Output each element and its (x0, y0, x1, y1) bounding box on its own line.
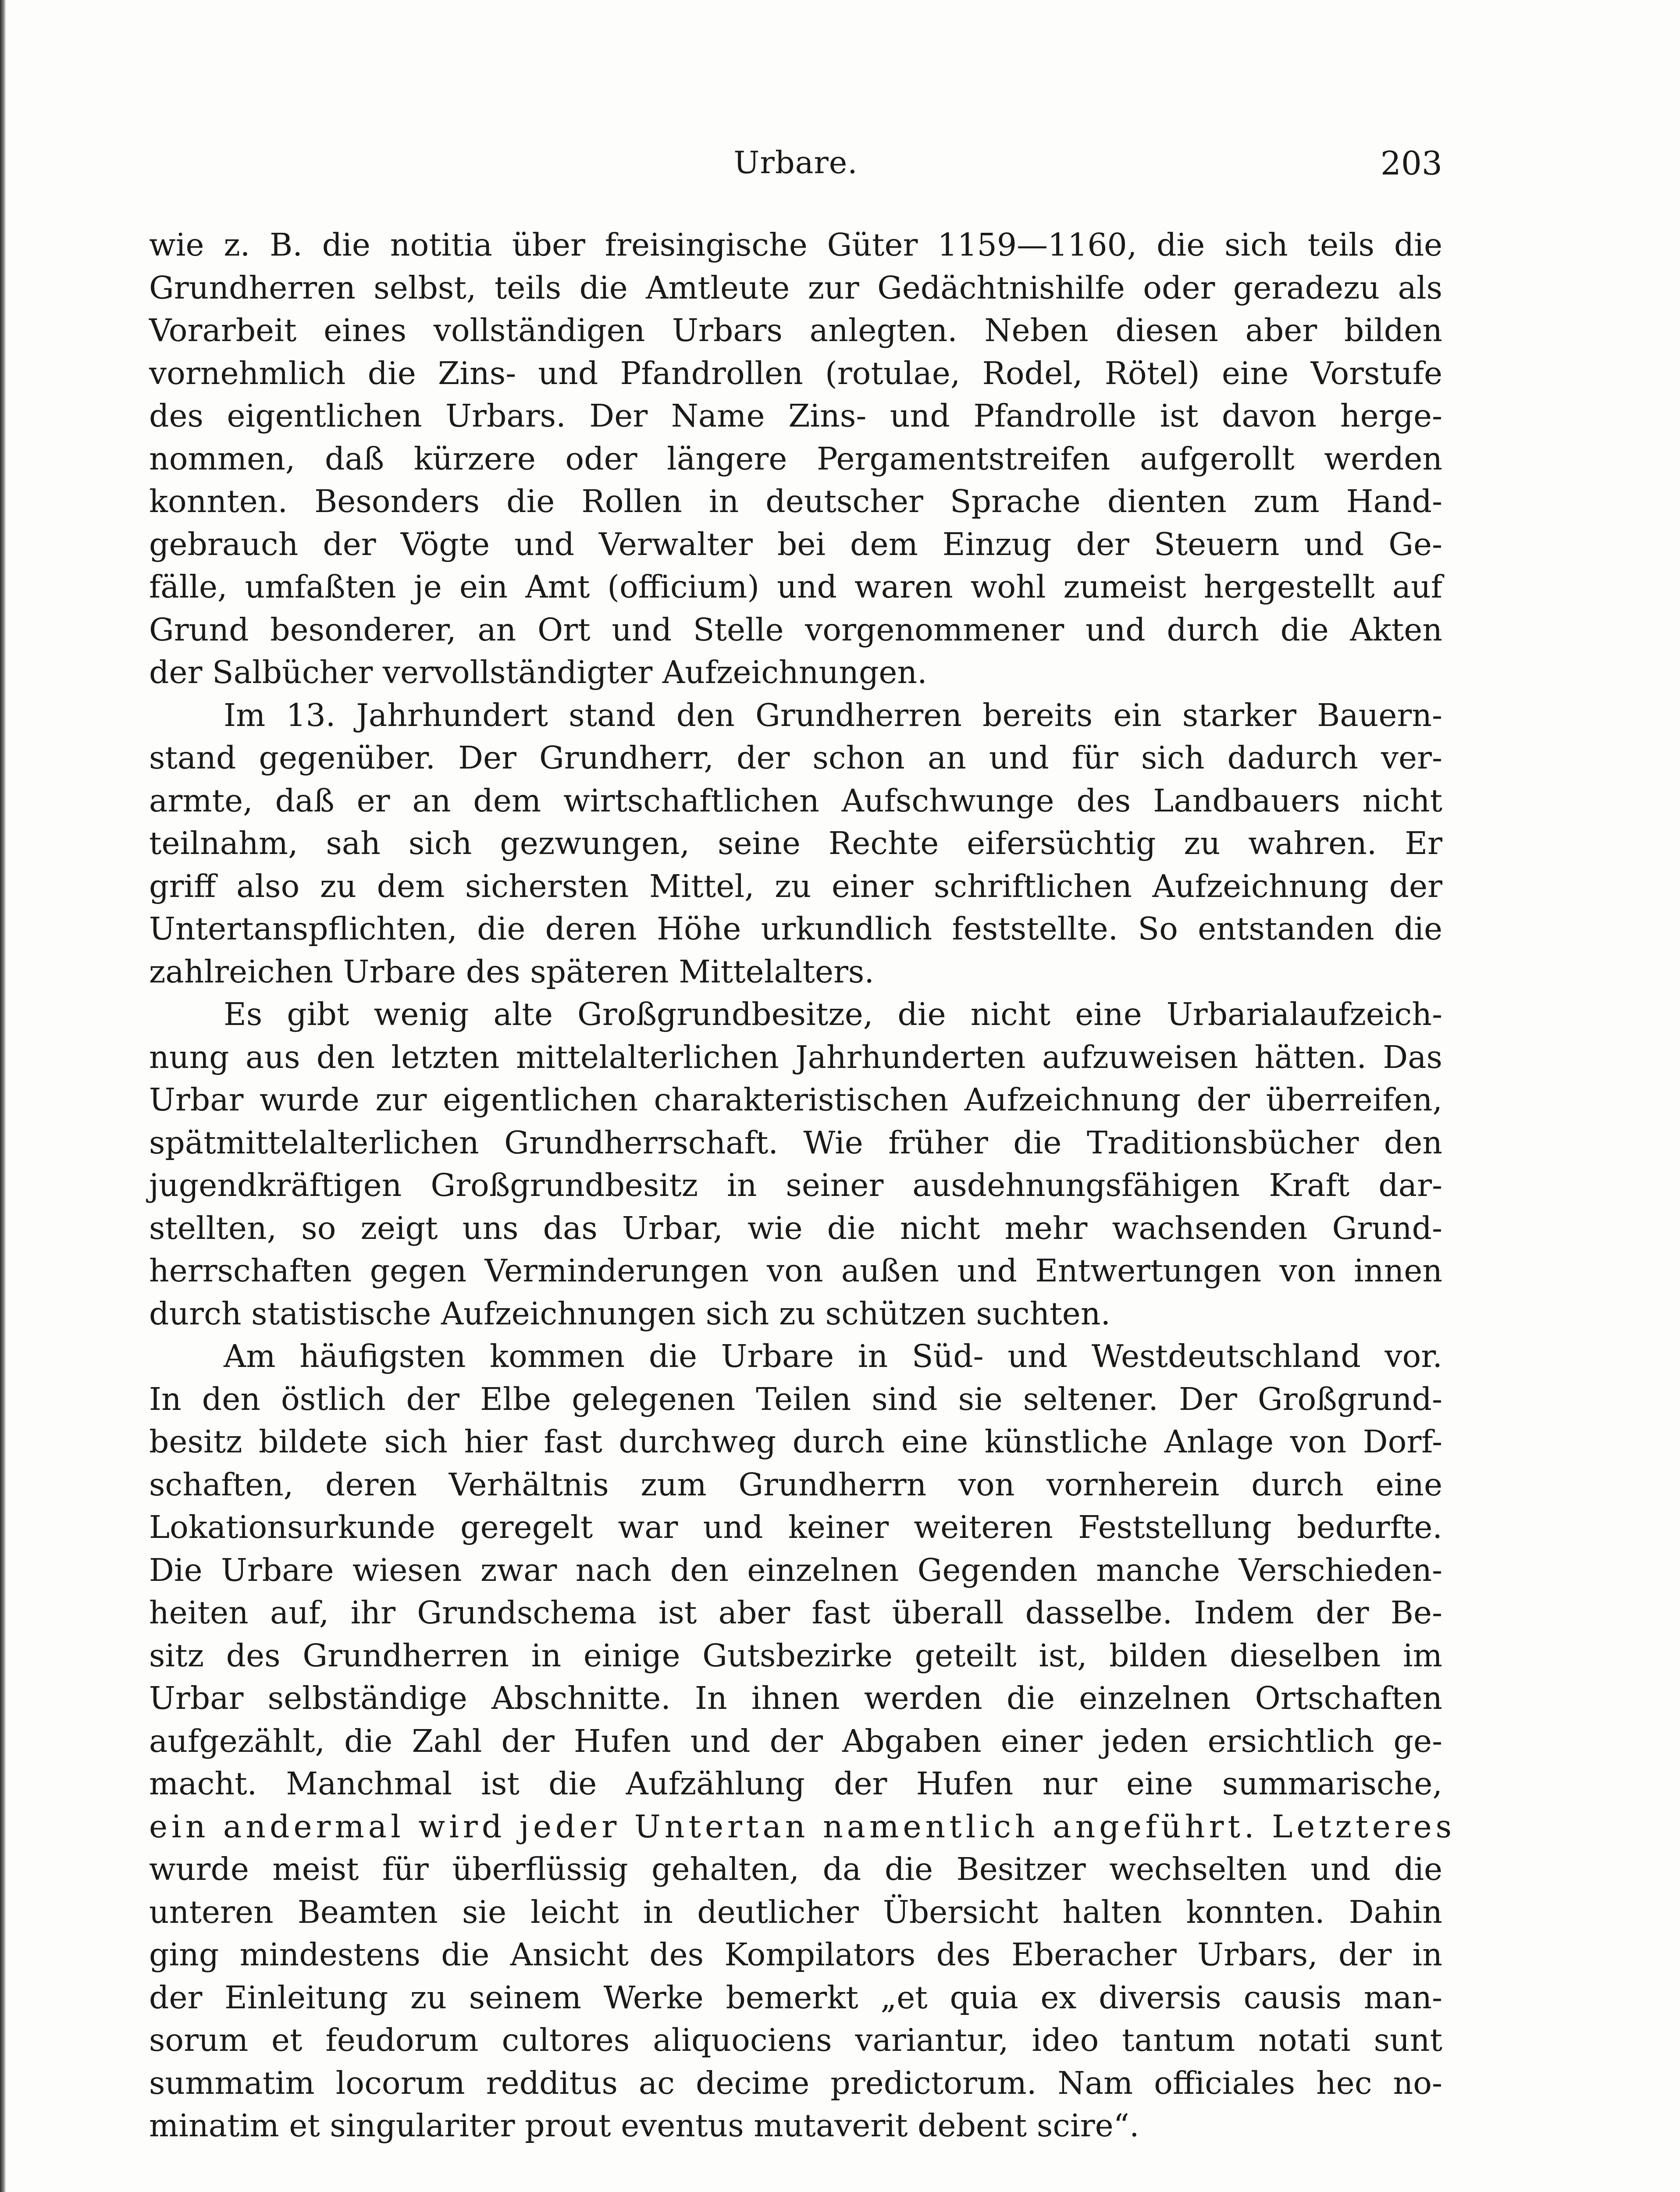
text-line: wie z. B. die notitia über freisingische Güter 1159—1160, die sich teils die (149, 227, 1442, 263)
body-text (149, 224, 1456, 2147)
text-line: herrschaften gegen Verminderungen von außen und Entwertungen von innen (149, 1253, 1442, 1289)
paragraph-4 (149, 1335, 1456, 2147)
text-line: schaften, deren Verhältnis zum Grundherrn von vornherein durch eine (149, 1466, 1442, 1503)
text-line: ging mindestens die Ansicht des Kompilators des Eberacher Urbars, der in (149, 1936, 1442, 1973)
page-number: 203 (1380, 145, 1442, 182)
text-line: spätmittelalterlichen Grundherrschaft. Wie früher die Traditionsbücher den (149, 1124, 1442, 1161)
text-line: besitz bildete sich hier fast durchweg durch eine künstliche Anlage von Dorf- (149, 1423, 1442, 1460)
text-line: Untertanspflichten, die deren Höhe urkundlich feststellte. So entstanden die (149, 911, 1442, 947)
text-line: fälle, umfaßten je ein Amt (officium) und waren wohl zumeist hergestellt auf (149, 569, 1442, 605)
text-line: durch statistische Aufzeichnungen sich zu schützen suchten. (149, 1295, 1111, 1332)
text-line: summatim locorum redditus ac decime predictorum. Nam officiales hec no- (149, 2064, 1442, 2101)
text-line: Vorarbeit eines vollständigen Urbars anlegten. Neben diesen aber bilden (149, 312, 1442, 349)
text-line: teilnahm, sah sich gezwungen, seine Rechte eifersüchtig zu wahren. Er (149, 825, 1442, 861)
text-line: nung aus den letzten mittelalterlichen Jahrhunderten aufzuweisen hätten. Das (149, 1039, 1442, 1075)
text-line: heiten auf, ihr Grundschema ist aber fast überall dasselbe. Indem der Be- (149, 1594, 1442, 1631)
text-line: Urbar wurde zur eigentlichen charakteristischen Aufzeichnung der überreifen, (149, 1082, 1442, 1118)
page-header (149, 145, 1442, 193)
text-line: nommen, daß kürzere oder längere Pergamentstreifen aufgerollt werden (149, 440, 1442, 477)
text-line: stellten, so zeigt uns das Urbar, wie die nicht mehr wachsenden Grund- (149, 1210, 1442, 1246)
paragraph-3 (149, 993, 1442, 1335)
text-line: minatim et singulariter prout eventus mutaverit debent scire“. (149, 2107, 1139, 2144)
text-line: Im 13. Jahrhundert stand den Grundherren bereits ein starker Bauern- (224, 697, 1442, 733)
text-line: armte, daß er an dem wirtschaftlichen Aufschwunge des Landbauers nicht (149, 782, 1442, 819)
text-line: macht. Manchmal ist die Aufzählung der Hufen nur eine summarische, (149, 1765, 1442, 1802)
text-line: zahlreichen Urbare des späteren Mittelalters. (149, 953, 874, 990)
text-line: Lokationsurkunde geregelt war und keiner weiteren Feststellung bedurfte. (149, 1509, 1442, 1545)
text-line: vornehmlich die Zins- und Pfandrollen (rotulae, Rodel, Rötel) eine Vorstufe (149, 355, 1442, 391)
text-line: unteren Beamten sie leicht in deutlicher Übersicht halten konnten. Dahin (149, 1893, 1442, 1930)
text-line: Urbar selbständige Abschnitte. In ihnen werden die einzelnen Ortschaften (149, 1680, 1442, 1716)
text-line: der Salbücher vervollständigter Aufzeichnungen. (149, 654, 927, 690)
text-line: Grundherren selbst, teils die Amtleute zur Gedächtnishilfe oder geradezu als (149, 269, 1442, 306)
running-head: Urbare. (733, 145, 858, 181)
paragraph-2 (149, 694, 1442, 993)
text-line: griff also zu dem sichersten Mittel, zu einer schriftlichen Aufzeichnung der (149, 868, 1442, 904)
text-line: ein andermal wird jeder Untertan namentlich angeführt. Letzteres (149, 1808, 1456, 1845)
text-line: Es gibt wenig alte Großgrundbesitze, die nicht eine Urbarialaufzeich- (224, 996, 1442, 1032)
text-line: stand gegenüber. Der Grundherr, der schon an und für sich dadurch ver- (149, 740, 1442, 776)
text-line: der Einleitung zu seinem Werke bemerkt „et quia ex diversis causis man- (149, 1979, 1442, 2016)
text-line: wurde meist für überflüssig gehalten, da die Besitzer wechselten und die (149, 1851, 1442, 1887)
text-line: aufgezählt, die Zahl der Hufen und der Abgaben einer jeden ersichtlich ge- (149, 1722, 1442, 1759)
text-line: Die Urbare wiesen zwar nach den einzelnen Gegenden manche Verschieden- (149, 1551, 1442, 1588)
scan-edge-shadow (0, 0, 6, 2192)
text-line: sorum et feudorum cultores aliquociens variantur, ideo tantum notati sunt (149, 2022, 1442, 2058)
text-line: des eigentlichen Urbars. Der Name Zins- und Pfandrolle ist davon herge- (149, 398, 1442, 434)
text-line: In den östlich der Elbe gelegenen Teilen sind sie seltener. Der Großgrund- (149, 1381, 1442, 1417)
text-line: Grund besonderer, an Ort und Stelle vorgenommener und durch die Akten (149, 611, 1442, 648)
text-line: konnten. Besonders die Rollen in deutscher Sprache dienten zum Hand- (149, 483, 1442, 520)
text-line: sitz des Grundherren in einige Gutsbezirke geteilt ist, bilden dieselben im (149, 1637, 1442, 1674)
text-line: jugendkräftigen Großgrundbesitz in seiner ausdehnungsfähigen Kraft dar- (149, 1167, 1442, 1203)
paragraph-1 (149, 224, 1442, 694)
text-line: gebrauch der Vögte und Verwalter bei dem Einzug der Steuern und Ge- (149, 526, 1442, 562)
text-line: Am häufigsten kommen die Urbare in Süd- und Westdeutschland vor. (224, 1338, 1442, 1374)
